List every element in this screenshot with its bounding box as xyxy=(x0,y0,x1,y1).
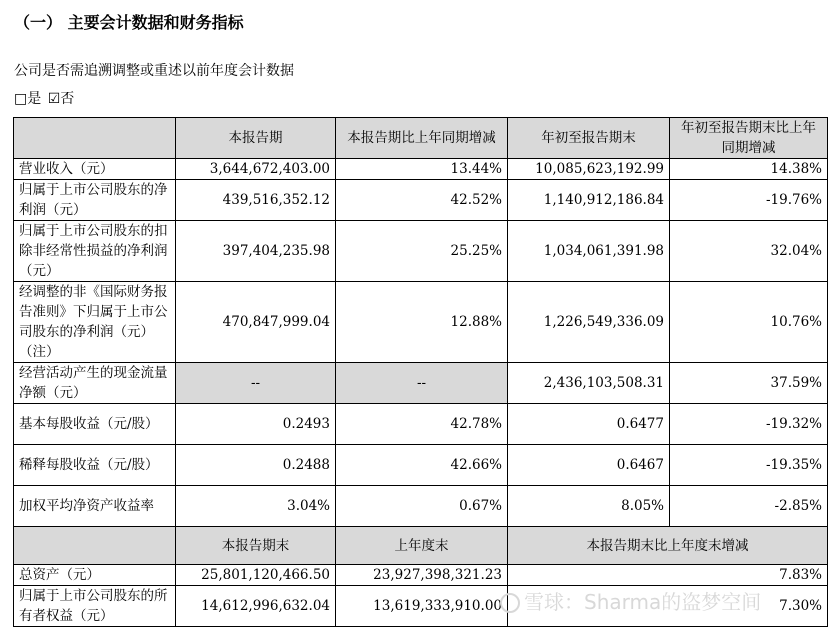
cell-value: 14,612,996,632.04 xyxy=(176,586,336,627)
row-label: 归属于上市公司股东的净利润（元） xyxy=(14,180,176,221)
cell-value: -19.35% xyxy=(670,445,828,486)
row-label: 营业收入（元） xyxy=(14,159,176,180)
cell-value: -19.76% xyxy=(670,180,828,221)
row-label: 加权平均净资产收益率 xyxy=(14,486,176,527)
table-row xyxy=(14,404,828,445)
cell-value: 37.59% xyxy=(670,363,828,404)
cell-value: -- xyxy=(176,363,336,404)
header-prior-year-end: 上年度末 xyxy=(336,527,508,565)
option-yes-label: 是 xyxy=(27,91,42,107)
cell-value: 0.6467 xyxy=(508,445,670,486)
restatement-options xyxy=(14,88,76,108)
cell-value: 13,619,333,910.00 xyxy=(336,586,508,627)
row-label: 经调整的非《国际财务报告准则》下归属于上市公司股东的净利润（元）（注） xyxy=(14,282,176,363)
header-period-end-change: 本报告期末比上年度末增减 xyxy=(508,527,828,565)
option-no xyxy=(48,88,75,108)
cell-value: 8.05% xyxy=(508,486,670,527)
cell-value: 470,847,999.04 xyxy=(176,282,336,363)
table-row xyxy=(14,565,828,586)
row-label: 归属于上市公司股东的扣除非经常性损益的净利润（元） xyxy=(14,221,176,282)
table-row xyxy=(14,486,828,527)
cell-value: 42.52% xyxy=(336,180,508,221)
option-yes xyxy=(14,88,41,108)
cell-value: 13.44% xyxy=(336,159,508,180)
cell-value: 25,801,120,466.50 xyxy=(176,565,336,586)
cell-value: 0.67% xyxy=(336,486,508,527)
row-label: 经营活动产生的现金流量净额（元） xyxy=(14,363,176,404)
cell-value: 10,085,623,192.99 xyxy=(508,159,670,180)
financial-data-table xyxy=(13,117,828,627)
watermark xyxy=(500,586,761,615)
table-row xyxy=(14,445,828,486)
cell-value: 0.2493 xyxy=(176,404,336,445)
cell-value: 0.2488 xyxy=(176,445,336,486)
cell-value: 10.76% xyxy=(670,282,828,363)
cell-value: 3.04% xyxy=(176,486,336,527)
row-label: 基本每股收益（元/股） xyxy=(14,404,176,445)
header-corner xyxy=(14,527,176,565)
row-label: 稀释每股收益（元/股） xyxy=(14,445,176,486)
table-row xyxy=(14,159,828,180)
table2-header-row xyxy=(14,527,828,565)
cell-value: 32.04% xyxy=(670,221,828,282)
table1-header-row xyxy=(14,118,828,159)
table-row xyxy=(14,180,828,221)
cell-value: 0.6477 xyxy=(508,404,670,445)
cell-value: 3,644,672,403.00 xyxy=(176,159,336,180)
cell-value: 42.66% xyxy=(336,445,508,486)
watermark-text: 雪球：Sharma的盗梦空间 xyxy=(524,590,762,614)
cell-value: 25.25% xyxy=(336,221,508,282)
table-row xyxy=(14,221,828,282)
table-row xyxy=(14,282,828,363)
option-no-label: 否 xyxy=(60,91,75,107)
cell-value: 1,034,061,391.98 xyxy=(508,221,670,282)
cell-value: 42.78% xyxy=(336,404,508,445)
cell-value: 397,404,235.98 xyxy=(176,221,336,282)
header-period-end: 本报告期末 xyxy=(176,527,336,565)
header-corner xyxy=(14,118,176,159)
cell-value: 1,226,549,336.09 xyxy=(508,282,670,363)
table-row xyxy=(14,363,828,404)
cell-value: 2,436,103,508.31 xyxy=(508,363,670,404)
cell-value: 1,140,912,186.84 xyxy=(508,180,670,221)
checked-box-icon: ☑ xyxy=(47,91,61,107)
header-ytd-change: 年初至报告期末比上年同期增减 xyxy=(670,118,828,159)
section-heading: （一） 主要会计数据和财务指标 xyxy=(14,13,244,32)
cell-value: -- xyxy=(336,363,508,404)
row-label: 总资产（元） xyxy=(14,565,176,586)
cell-value: 14.38% xyxy=(670,159,828,180)
cell-value: -2.85% xyxy=(670,486,828,527)
cell-value: 12.88% xyxy=(336,282,508,363)
cell-value: 7.83% xyxy=(508,565,828,586)
restatement-question: 公司是否需追溯调整或重述以前年度会计数据 xyxy=(14,63,294,79)
snowball-logo-icon xyxy=(500,593,520,613)
unchecked-box-icon: □ xyxy=(14,91,28,107)
header-current-period: 本报告期 xyxy=(176,118,336,159)
cell-value: 7.30% xyxy=(508,586,828,627)
cell-value: -19.32% xyxy=(670,404,828,445)
row-label: 归属于上市公司股东的所有者权益（元） xyxy=(14,586,176,627)
header-current-period-change: 本报告期比上年同期增减 xyxy=(336,118,508,159)
cell-value: 23,927,398,321.23 xyxy=(336,565,508,586)
header-ytd: 年初至报告期末 xyxy=(508,118,670,159)
cell-value: 439,516,352.12 xyxy=(176,180,336,221)
